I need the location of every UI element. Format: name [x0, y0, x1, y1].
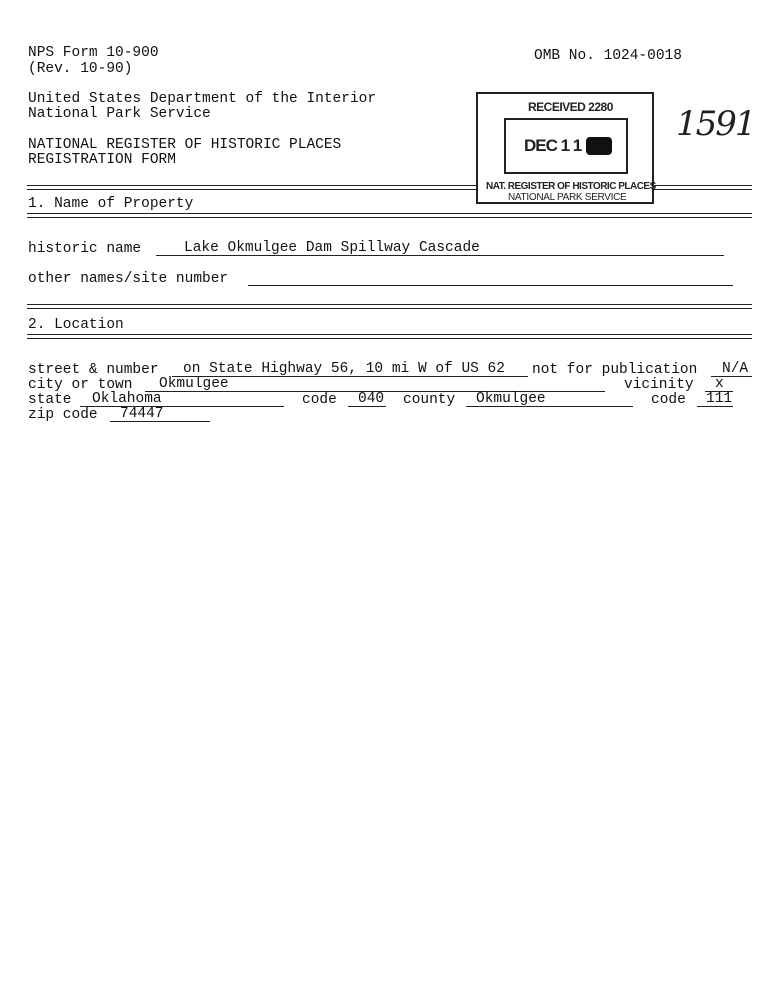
- historic-name-value[interactable]: Lake Okmulgee Dam Spillway Cascade: [184, 240, 480, 256]
- stamp-redaction: [586, 137, 612, 155]
- state-label: state: [28, 392, 72, 408]
- city-value[interactable]: Okmulgee: [159, 376, 229, 392]
- zip-label: zip code: [28, 407, 98, 423]
- stamp-date: DEC 1 1: [524, 136, 582, 155]
- form-number: NPS Form 10-900: [28, 45, 159, 61]
- section-divider: [27, 334, 752, 339]
- county-label: county: [403, 392, 456, 408]
- other-names-label: other names/site number: [28, 271, 229, 287]
- county-value[interactable]: Okmulgee: [476, 391, 546, 407]
- received-stamp: [476, 92, 654, 204]
- section-1-heading: 1. Name of Property: [28, 196, 194, 212]
- state-code-label: code: [302, 392, 337, 408]
- service-name: National Park Service: [28, 106, 211, 122]
- omb-number: OMB No. 1024-0018: [534, 48, 682, 64]
- stamp-received-text: RECEIVED 2280: [528, 100, 613, 114]
- department-name: United States Department of the Interior: [28, 91, 377, 107]
- stamp-service-text: NATIONAL PARK SERVICE: [508, 192, 627, 203]
- state-code-value[interactable]: 040: [358, 391, 385, 407]
- section-divider: [27, 304, 752, 309]
- street-label: street & number: [28, 362, 159, 378]
- form-title: REGISTRATION FORM: [28, 152, 176, 168]
- county-code-value[interactable]: 111: [706, 391, 733, 407]
- form-revision: (Rev. 10-90): [28, 61, 133, 77]
- not-for-publication-label: not for publication: [532, 362, 698, 378]
- section-divider: [27, 213, 752, 218]
- vicinity-label: vicinity: [624, 377, 694, 393]
- state-value[interactable]: Oklahoma: [92, 391, 162, 407]
- zip-value[interactable]: 74447: [120, 406, 164, 422]
- other-names-line: [248, 285, 733, 286]
- handwritten-reference-number: 1591: [676, 104, 755, 144]
- city-label: city or town: [28, 377, 133, 393]
- street-value[interactable]: on State Highway 56, 10 mi W of US 62: [183, 361, 505, 377]
- county-code-label: code: [651, 392, 686, 408]
- vicinity-value[interactable]: x: [715, 376, 724, 392]
- section-2-heading: 2. Location: [28, 317, 124, 333]
- stamp-register-text: NAT. REGISTER OF HISTORIC PLACES: [486, 181, 656, 192]
- register-title: NATIONAL REGISTER OF HISTORIC PLACES: [28, 137, 342, 153]
- stamp-date-box: [504, 118, 628, 174]
- historic-name-label: historic name: [28, 241, 142, 257]
- not-for-publication-value[interactable]: N/A: [722, 361, 749, 377]
